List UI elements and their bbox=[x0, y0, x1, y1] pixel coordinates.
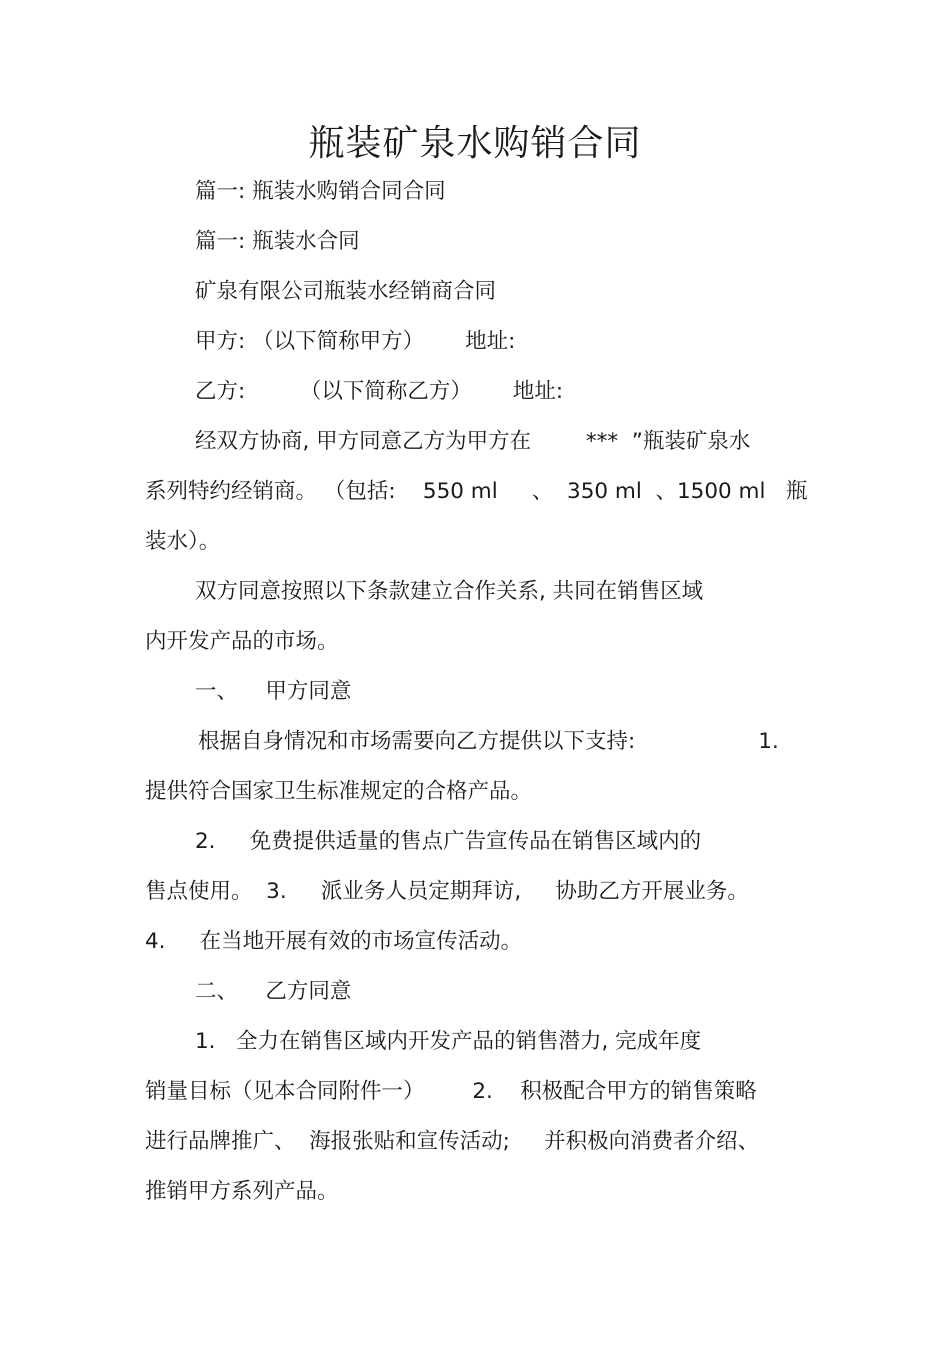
paragraph-line: 篇一: 瓶装水购销合同合同 bbox=[195, 179, 446, 204]
paragraph-line: 售点使用。 3. 派业务人员定期拜访, 协助乙方开展业务。 bbox=[145, 879, 749, 904]
paragraph-line: 双方同意按照以下条款建立合作关系, 共同在销售区域 bbox=[195, 579, 704, 604]
paragraph-line: 销量目标（见本合同附件一） 2. 积极配合甲方的销售策略 bbox=[145, 1079, 757, 1104]
paragraph-line: 甲方: （以下简称甲方） 地址: bbox=[195, 329, 516, 354]
paragraph-line: 经双方协商, 甲方同意乙方为甲方在 *** ”瓶装矿泉水 bbox=[195, 429, 751, 454]
paragraph-line: 提供符合国家卫生标准规定的合格产品。 bbox=[145, 779, 533, 804]
paragraph-line: 矿泉有限公司瓶装水经销商合同 bbox=[195, 279, 497, 304]
paragraph-line: 根据自身情况和市场需要向乙方提供以下支持: 1. bbox=[198, 729, 779, 754]
paragraph-line: 4. 在当地开展有效的市场宣传活动。 bbox=[145, 929, 523, 954]
paragraph-line: 乙方: （以下简称乙方） 地址: bbox=[195, 379, 564, 404]
paragraph-line: 装水）。 bbox=[145, 529, 221, 554]
paragraph-line: 内开发产品的市场。 bbox=[145, 629, 339, 654]
paragraph-line: 推销甲方系列产品。 bbox=[145, 1179, 339, 1204]
paragraph-line: 篇一: 瓶装水合同 bbox=[195, 229, 360, 254]
document-title: 瓶装矿泉水购销合同 bbox=[308, 123, 642, 164]
paragraph-line: 2. 免费提供适量的售点广告宣传品在销售区域内的 bbox=[195, 829, 702, 854]
paragraph-line: 系列特约经销商。 （包括: 550 ml 、 350 ml 、1500 ml 瓶 bbox=[145, 479, 808, 504]
paragraph-line: 进行品牌推广、 海报张贴和宣传活动; 并积极向消费者介绍、 bbox=[145, 1129, 760, 1154]
section-heading: 一、 甲方同意 bbox=[195, 679, 352, 704]
paragraph-line: 1. 全力在销售区域内开发产品的销售潜力, 完成年度 bbox=[195, 1029, 702, 1054]
section-heading: 二、 乙方同意 bbox=[195, 979, 352, 1004]
